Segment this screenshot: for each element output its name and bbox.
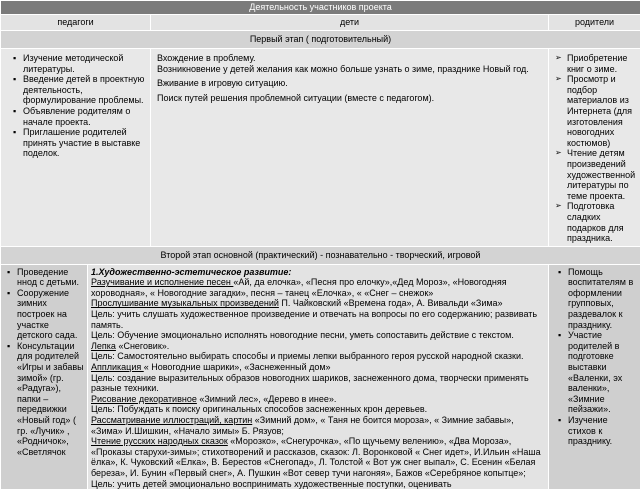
goal-text: Цель: Самостоятельно выбирать способы и приемы лепки выбранного героя русской народной сказки. [91,351,545,362]
stage1-teachers-cell [1,49,151,247]
activity-title: Рисование декоративное [91,394,197,404]
list-item: ▪ Помощь воспитателям в оформлении групповых, раздевалок к празднику. [568,267,637,331]
goal-text: Цель: Обучение эмоционально исполнять новогодние песни, уметь сопоставить действие с текстом. [91,330,545,341]
activity-text: «Ай, да елочка», «Песня про елочку»,«Дед Мороз», «Новогодняя хороводная», « Новогодние загадки», песня – танец «Елочка», « «Снег – снежок» [91,277,507,298]
list-item [91,394,545,405]
stage1-parents-list [553,53,636,244]
goal-text: Цель: создание выразительных образов новогодних шариков, заснеженного дома, творчески применять разные техники. [91,373,545,394]
list-item: ➢ Приобретение книг о зиме. [567,53,636,74]
activity-text: «Зимний лес», «Дерево в инее». [197,394,337,404]
activity-title: Разучивание и исполнение песен [91,277,233,287]
list-item: ▪ Изучение стихов к празднику. [568,415,637,447]
stage1-children-text: Поиск путей решения проблемной ситуации (вместе с педагогом). [157,93,544,104]
list-item: ▪ Консультации для родителей «Игры и забавы зимой» (гр. «Радуга»), папки – передвижки «Новый год» ( гр. «Лучик» , «Родничок», «Светлячок [17,341,85,458]
list-item [91,277,545,298]
column-header-parents: родители [549,15,640,31]
list-item: ➢ Просмотр и подбор материалов из Интернета (для изготовления новогодних костюмов) [567,74,636,148]
stage1-parents-cell [549,49,640,247]
stage2-children-cell [88,264,549,489]
goal-text: Цель: Побуждать к поиску оригинальных способов заснеженных крон деревьев. [91,404,545,415]
list-item: ▪ Объявление родителям о начале проекта. [23,106,146,127]
stage1-teachers-list [5,53,146,159]
activity-text: «Зимний дом», « Таня не боится мороза», « Зимние забавы», «Зима» И.Шишкин, «Начало зимы» Б. Рязуов; [91,415,514,436]
activity-text: П. Чайковский «Времена года», А. Вивальди «Зима» [279,298,503,308]
list-item: ➢ Чтение детям произведений художественной литературы по теме проекта. [567,148,636,201]
activity-text: «Морозко», «Снегурочка», «По щучьему велению», «Два Мороза», «Проказы старухи-зимы»; стихотворений и рассказов, сказок: Л. Воронковой « Снег идет», И.Ильин «Наша ёлка», К. Чуковский «Елка», В. Берестов «Снегопад», Л. Толстой « Вот уж снег выпал», С. Есенин «Белая береза», И. Бунин «Первый снег», А. Пушкин «Вот север тучи нагоняя», Бажов «Серебряное копытце»; [91,436,541,478]
list-item: ➢ Подготовка сладких подарков для праздника. [567,201,636,243]
goal-text: Цель: учить детей эмоционально воспринимать художественные поступки, оценивать [91,479,545,490]
table-title: Деятельность участников проекта [1,1,640,15]
stage2-teachers-list [3,267,85,458]
list-item [91,298,545,309]
list-item [91,362,545,373]
activity-title: Аппликация [91,362,144,372]
list-item: ▪ Изучение методической литературы. [23,53,146,74]
stage2-teachers-cell [1,264,88,489]
activity-text: «Снеговик». [116,341,169,351]
stage1-children-cell [151,49,549,247]
column-header-teachers: педагоги [1,15,151,31]
list-item [91,341,545,352]
stage1-children-text: Возникновение у детей желания как можно больше узнать о зиме, празднике Новый год. [157,64,544,75]
list-item [91,436,545,478]
activity-title: Прослушивание музыкальных произведений [91,298,279,308]
activity-text: « Новогодние шарики», «Заснеженный дом» [144,362,331,372]
list-item: ▪ Участие родителей в подготовке выставки «Валенки, эх валенки», «Зимние пейзажи». [568,330,637,415]
list-item: ▪ Проведение ннод с детьми. [17,267,85,288]
column-header-children: дети [151,15,549,31]
stage1-children-text: Вхождение в проблему. [157,53,544,64]
children-heading: 1.Художественно-эстетическое развитие: [91,267,545,278]
stage2-parents-cell [549,264,640,489]
goal-text: Цель: учить слушать художественное произведение и отвечать на вопросы по его содержанию; развивать память. [91,309,545,330]
stage1-title: Первый этап ( подготовительный) [1,31,640,49]
stage2-parents-list [552,267,637,447]
list-item: ▪ Приглашение родителей принять участие в выставке поделок. [23,127,146,159]
activity-title: Лепка [91,341,116,351]
activity-title: Чтение русских народных сказок [91,436,228,446]
list-item [91,415,545,436]
stage1-children-text: Вживание в игровую ситуацию. [157,78,544,89]
activity-title: Рассматривание иллюстраций, картин [91,415,252,425]
stage2-title: Второй этап основной (практический) - познавательно - творческий, игровой [1,246,640,264]
list-item: ▪ Сооружение зимних построек на участке детского сада. [17,288,85,341]
list-item: ▪ Введение детей в проектную деятельность, формулирование проблемы. [23,74,146,106]
